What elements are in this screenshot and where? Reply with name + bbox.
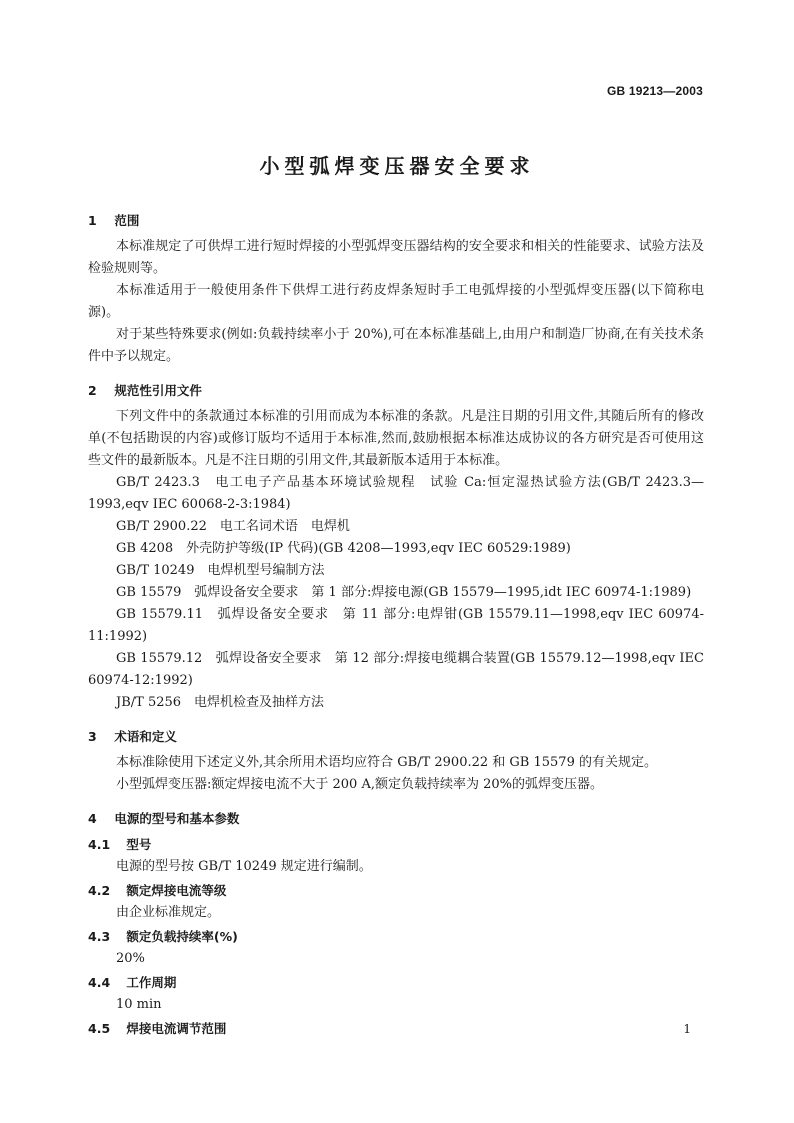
subsection-number: 4.2	[88, 883, 111, 898]
section-number: 3	[88, 729, 97, 744]
reference-item: GB 4208 外壳防护等级(IP 代码)(GB 4208—1993,eqv IEC 60529:1989)	[116, 541, 571, 556]
subsection-number: 4.1	[88, 837, 111, 852]
reference-item: GB/T 10249 电焊机型号编制方法	[116, 563, 325, 578]
subsection-heading	[88, 1018, 704, 1040]
paragraph: 本标准适用于一般使用条件下供焊工进行药皮焊条短时手工电弧焊接的小型弧焊变压器(以下简称电源)。	[88, 283, 704, 320]
subsection-heading	[88, 926, 704, 948]
reference-item: GB/T 2900.22 电工名词术语 电焊机	[116, 519, 350, 534]
document-title: 小型弧焊变压器安全要求	[259, 154, 535, 178]
reference-item: GB 15579.11 弧焊设备安全要求 第 11 部分:电焊钳(GB 15579.11—1998,eqv IEC 60974-11:1992)	[88, 607, 704, 644]
subsection-title: 工作周期	[126, 975, 177, 990]
subsection-title: 额定负载持续率(%)	[126, 929, 238, 944]
reference-item: GB 15579 弧焊设备安全要求 第 1 部分:焊接电源(GB 15579—1995,idt IEC 60974-1:1989)	[116, 585, 692, 600]
paragraph: 本标准规定了可供焊工进行短时焊接的小型弧焊变压器结构的安全要求和相关的性能要求、试验方法及检验规则等。	[88, 239, 704, 276]
document-body	[88, 210, 704, 1040]
section-heading	[88, 210, 704, 232]
section-title: 术语和定义	[114, 729, 177, 744]
section-title: 电源的型号和基本参数	[114, 811, 240, 826]
subsection-heading	[88, 972, 704, 994]
subsection-heading	[88, 880, 704, 902]
subsection-heading	[88, 834, 704, 856]
subsection-text: 10 min	[116, 997, 162, 1012]
standard-number: GB 19213—2003	[607, 84, 703, 98]
subsection-title: 型号	[126, 837, 152, 852]
subsection-number: 4.5	[88, 1021, 111, 1036]
section-title: 范围	[114, 213, 140, 228]
subsection-title: 额定焊接电流等级	[126, 883, 227, 898]
section-heading	[88, 808, 704, 830]
paragraph: 小型弧焊变压器:额定焊接电流不大于 200 A,额定负载持续率为 20%的弧焊变压器。	[116, 777, 604, 792]
section-number: 1	[88, 213, 97, 228]
subsection-text: 电源的型号按 GB/T 10249 规定进行编制。	[116, 859, 372, 874]
reference-item: GB 15579.12 弧焊设备安全要求 第 12 部分:焊接电缆耦合装置(GB 15579.12—1998,eqv IEC 60974-12:1992)	[88, 651, 704, 688]
section-heading	[88, 380, 704, 402]
page-number: 1	[683, 1022, 691, 1036]
section-title: 规范性引用文件	[114, 383, 202, 398]
subsection-number: 4.3	[88, 929, 111, 944]
section-number: 2	[88, 383, 97, 398]
reference-item: GB/T 2423.3 电工电子产品基本环境试验规程 试验 Ca:恒定湿热试验方法(GB/T 2423.3—1993,eqv IEC 60068-2-3:1984)	[88, 475, 704, 512]
paragraph: 本标准除使用下述定义外,其余所用术语均应符合 GB/T 2900.22 和 GB 15579 的有关规定。	[116, 755, 657, 770]
reference-item: JB/T 5256 电焊机检查及抽样方法	[116, 695, 325, 710]
subsection-text: 由企业标准规定。	[116, 905, 221, 920]
section-heading	[88, 726, 704, 748]
paragraph: 下列文件中的条款通过本标准的引用而成为本标准的条款。凡是注日期的引用文件,其随后所有的修改单(不包括勘误的内容)或修订版均不适用于本标准,然而,鼓励根据本标准达成协议的各方研究是否可使用这些文件的最新版本。凡是不注日期的引用文件,其最新版本适用于本标准。	[88, 409, 704, 468]
subsection-text: 20%	[116, 951, 145, 966]
section-number: 4	[88, 811, 97, 826]
paragraph: 对于某些特殊要求(例如:负载持续率小于 20%),可在本标准基础上,由用户和制造厂协商,在有关技术条件中予以规定。	[88, 327, 704, 364]
subsection-title: 焊接电流调节范围	[126, 1021, 227, 1036]
subsection-number: 4.4	[88, 975, 111, 990]
